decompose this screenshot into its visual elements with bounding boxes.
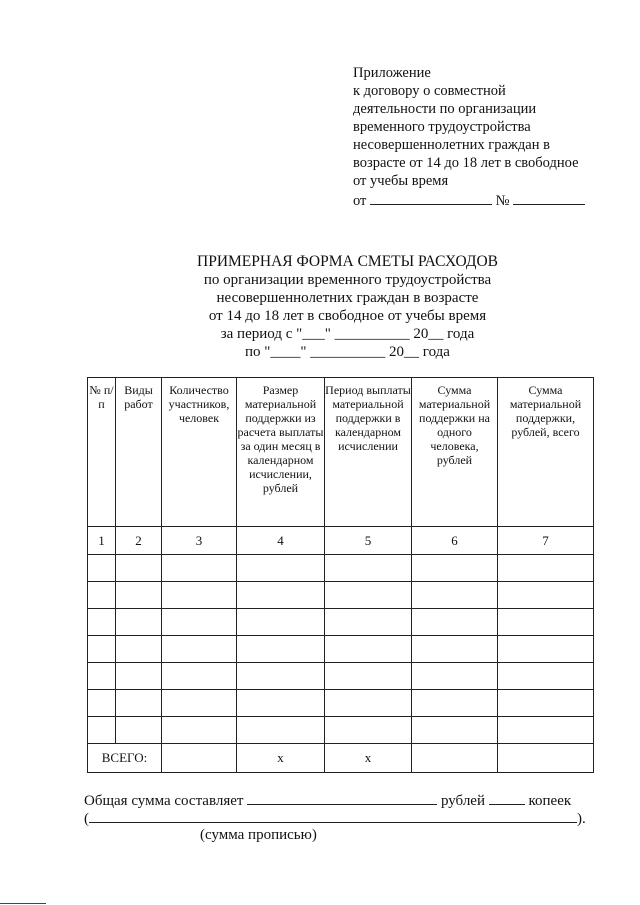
total-label: ВСЕГО: bbox=[88, 744, 162, 773]
table-cell[interactable] bbox=[116, 717, 162, 744]
table-cell[interactable] bbox=[325, 609, 412, 636]
appendix-line: несовершеннолетних граждан в bbox=[353, 137, 550, 153]
header-participants: Количество участников, человек bbox=[162, 378, 237, 527]
appendix-date-number bbox=[353, 190, 613, 210]
table-cell[interactable] bbox=[88, 663, 116, 690]
title-line: по организации временного трудоустройства bbox=[203, 272, 492, 288]
table-cell[interactable] bbox=[237, 555, 325, 582]
table-cell[interactable] bbox=[412, 609, 498, 636]
table-cell[interactable] bbox=[412, 717, 498, 744]
title-line: от 14 до 18 лет в свободное от учебы время bbox=[208, 308, 487, 324]
total-participants-cell[interactable] bbox=[162, 744, 237, 773]
table-cell[interactable] bbox=[116, 690, 162, 717]
table-cell[interactable] bbox=[412, 690, 498, 717]
table-cell[interactable] bbox=[237, 636, 325, 663]
table-cell[interactable] bbox=[116, 555, 162, 582]
table-row bbox=[88, 582, 594, 609]
header-number: № п/п bbox=[88, 378, 116, 527]
rubles-blank[interactable] bbox=[247, 790, 437, 805]
column-number: 4 bbox=[237, 527, 325, 555]
period-to-line: по "____" __________ 20__ года bbox=[245, 344, 450, 360]
table-cell[interactable] bbox=[88, 717, 116, 744]
column-number: 2 bbox=[116, 527, 162, 555]
table-cell[interactable] bbox=[162, 609, 237, 636]
header-monthly-support: Размер материальной поддержки из расчета выплаты за один месяц в календарном исчислении, рублей bbox=[237, 378, 325, 527]
header-work-type: Виды работ bbox=[116, 378, 162, 527]
table-cell[interactable] bbox=[325, 717, 412, 744]
total-per-person-cell[interactable] bbox=[412, 744, 498, 773]
footer-rule bbox=[0, 903, 46, 904]
table-cell[interactable] bbox=[412, 663, 498, 690]
appendix-line: возрасте от 14 до 18 лет в свободное bbox=[353, 155, 579, 171]
rubles-label: рублей bbox=[440, 793, 485, 809]
table-cell[interactable] bbox=[116, 582, 162, 609]
table-cell[interactable] bbox=[162, 690, 237, 717]
table-cell[interactable] bbox=[498, 717, 594, 744]
table-row bbox=[88, 609, 594, 636]
table-cell[interactable] bbox=[237, 690, 325, 717]
table-cell[interactable] bbox=[162, 717, 237, 744]
table-cell[interactable] bbox=[162, 555, 237, 582]
table-cell[interactable] bbox=[325, 582, 412, 609]
number-label: № bbox=[495, 193, 510, 209]
table-cell[interactable] bbox=[88, 609, 116, 636]
table-cell[interactable] bbox=[325, 636, 412, 663]
table-cell[interactable] bbox=[498, 609, 594, 636]
appendix-line: Приложение bbox=[353, 65, 431, 81]
table-row bbox=[88, 717, 594, 744]
appendix-block bbox=[353, 64, 613, 210]
table-cell[interactable] bbox=[116, 636, 162, 663]
expense-estimate-table bbox=[87, 377, 594, 773]
table-cell[interactable] bbox=[325, 690, 412, 717]
header-per-person-sum: Сумма материальной поддержки на одного человека, рублей bbox=[412, 378, 498, 527]
table-cell[interactable] bbox=[162, 663, 237, 690]
table-cell[interactable] bbox=[237, 717, 325, 744]
open-paren: ( bbox=[84, 811, 89, 827]
table-cell[interactable] bbox=[498, 663, 594, 690]
column-number: 5 bbox=[325, 527, 412, 555]
header-total-sum: Сумма материальной поддержки, рублей, всего bbox=[498, 378, 594, 527]
table-row bbox=[88, 636, 594, 663]
table-cell[interactable] bbox=[325, 663, 412, 690]
table-cell[interactable] bbox=[88, 582, 116, 609]
table-cell[interactable] bbox=[88, 690, 116, 717]
total-monthly-cell: x bbox=[237, 744, 325, 773]
table-cell[interactable] bbox=[498, 636, 594, 663]
appendix-line: от учебы время bbox=[353, 173, 449, 189]
total-period-cell: x bbox=[325, 744, 412, 773]
table-cell[interactable] bbox=[412, 555, 498, 582]
title-line: несовершеннолетних граждан в возрасте bbox=[216, 290, 479, 306]
date-blank bbox=[370, 190, 492, 205]
column-number-row bbox=[88, 527, 594, 555]
appendix-line: временного трудоустройства bbox=[353, 119, 531, 135]
table-cell[interactable] bbox=[498, 582, 594, 609]
column-number: 3 bbox=[162, 527, 237, 555]
table-cell[interactable] bbox=[412, 636, 498, 663]
table-cell[interactable] bbox=[116, 609, 162, 636]
period-from-line: за период с "___" __________ 20__ года bbox=[220, 326, 475, 342]
table-header-row bbox=[88, 378, 594, 527]
header-period: Период выплаты материальной поддержки в календарном исчислении bbox=[325, 378, 412, 527]
table-cell[interactable] bbox=[498, 690, 594, 717]
column-number: 6 bbox=[412, 527, 498, 555]
table-row bbox=[88, 690, 594, 717]
table-cell[interactable] bbox=[412, 582, 498, 609]
table-cell[interactable] bbox=[88, 636, 116, 663]
table-cell[interactable] bbox=[162, 582, 237, 609]
kopecks-blank[interactable] bbox=[489, 790, 525, 805]
total-sum-label: Общая сумма составляет bbox=[84, 793, 244, 809]
table-cell[interactable] bbox=[116, 663, 162, 690]
table-cell[interactable] bbox=[325, 555, 412, 582]
table-cell[interactable] bbox=[88, 555, 116, 582]
table-cell[interactable] bbox=[237, 609, 325, 636]
title-heading: ПРИМЕРНАЯ ФОРМА СМЕТЫ РАСХОДОВ bbox=[197, 253, 498, 270]
sum-in-words-line bbox=[84, 808, 596, 828]
close-paren: ). bbox=[577, 811, 586, 827]
total-sum-line bbox=[84, 790, 571, 810]
column-number: 1 bbox=[88, 527, 116, 555]
table-row bbox=[88, 663, 594, 690]
sum-in-words-caption: (сумма прописью) bbox=[200, 827, 317, 843]
table-cell[interactable] bbox=[498, 555, 594, 582]
appendix-line: к договору о совместной bbox=[353, 83, 506, 99]
column-number: 7 bbox=[498, 527, 594, 555]
table-cell[interactable] bbox=[162, 636, 237, 663]
sum-in-words-blank[interactable] bbox=[89, 808, 577, 823]
document-title bbox=[120, 253, 575, 361]
total-row bbox=[88, 744, 594, 773]
appendix-line: деятельности по организации bbox=[353, 101, 537, 117]
kopecks-label: копеек bbox=[528, 793, 572, 809]
table-cell[interactable] bbox=[237, 582, 325, 609]
table-row bbox=[88, 555, 594, 582]
total-sum-cell[interactable] bbox=[498, 744, 594, 773]
from-label: от bbox=[353, 193, 367, 209]
number-blank bbox=[513, 190, 585, 205]
table-cell[interactable] bbox=[237, 663, 325, 690]
